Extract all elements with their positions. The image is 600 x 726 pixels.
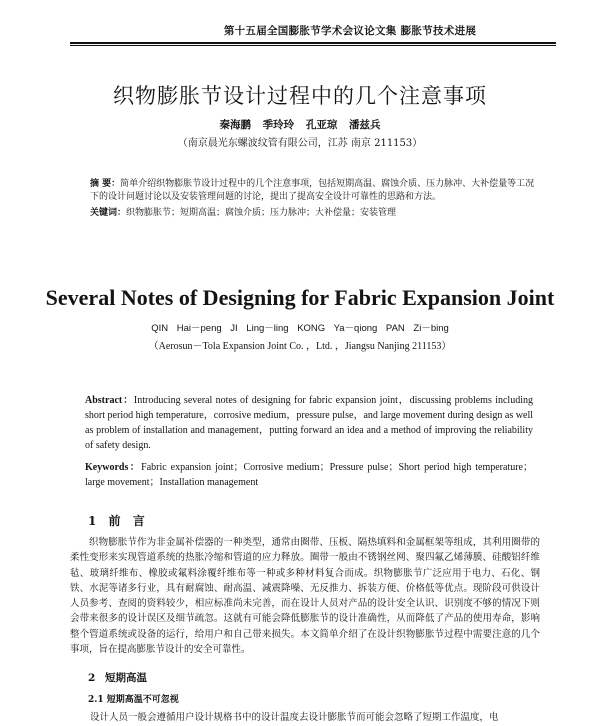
header-rule-thin — [70, 45, 556, 46]
english-keywords — [85, 460, 533, 490]
english-abstract — [85, 393, 533, 453]
section-2-heading: 2 短期高温 — [88, 672, 147, 684]
chinese-affiliation: （南京晨光东螺波纹管有限公司，江苏 南京 211153） — [177, 138, 423, 149]
chinese-authors: 秦海鹏 季玲玲 孔亚琼 潘兹兵 — [219, 119, 381, 131]
english-keywords-label: Keywords： — [85, 462, 142, 473]
running-head: 第十五届全国膨胀节学术会议论文集 膨胀节技术进展 — [223, 25, 477, 37]
chinese-abstract-text: 简单介绍织物膨胀节设计过程中的几个注意事项，包括短期高温、腐蚀介质、压力脉冲、大补偿量等工况下的设计问题讨论以及安装管理问题的讨论，提出了提高安全设计可靠性的思路和方法。 — [90, 179, 535, 202]
header-rule — [70, 42, 556, 44]
english-authors: QIN Hai－peng JI Ling－ling KONG Ya－qiong PAN Zi－bing — [151, 323, 449, 334]
chinese-keywords-label: 关键词： — [90, 208, 127, 218]
english-affiliation: （Aerosun－Tola Expansion Joint Co. ，Ltd. ，Jiangsu Nanjing 211153） — [148, 341, 452, 352]
section-1-paragraph: 织物膨胀节作为非金属补偿器的一种类型，通常由圈带、压板、隔热填料和金属框架等组成，其利用圈带的柔性变形来实现管道系统的热胀冷缩和管道的应力释放。圈带一般由不锈钢丝网、聚四氟乙烯薄膜、硅酸铝纤维毡、玻璃纤维布、橡胶或氟料涂覆纤维布等一种或多种材料复合而成。织物膨胀节广泛应用于电力、石化、钢铁、水泥等诸多行业，具有耐腐蚀、耐高温、减震降噪、无反推力、拆装方便、价格低等优点。现阶段可供设计人员参考、查阅的资料较少，相应标准尚未完善，而在设计人员对产品的设计安全认识、识别度不够的情况下则会带来很多的设计误区及细节疏忽。这就有可能会降低膨胀节的设计准确性，从而降低了产品的使用寿命，影响整个管道系统或设备的运行，给用户和自己带来损失。本文简单介绍了在设计织物膨胀节过程中需要注意的几个事项，旨在提高膨胀节设计的安全可靠性。 — [70, 537, 540, 656]
chinese-keywords — [90, 207, 540, 220]
chinese-abstract-label: 摘 要： — [90, 179, 121, 189]
english-abstract-text: Introducing several notes of designing for fabric expansion joint，discussing problems including short period high temperature，corrosive medium，pressure pulse，and large movement during design as well as problem of installation and management，putting forward an idea and a method of improving the reliability of safety design. — [85, 395, 533, 451]
english-keywords-text: Fabric expansion joint；Corrosive medium；Pressure pulse；Short period high temperature；large movement；Installation management — [85, 462, 533, 488]
english-abstract-label: Abstract： — [85, 395, 134, 406]
chinese-title: 织物膨胀节设计过程中的几个注意事项 — [113, 84, 487, 108]
section-1-heading: 1 前 言 — [88, 514, 145, 528]
english-title: Several Notes of Designing for Fabric Expansion Joint — [45, 285, 555, 310]
section-2-first-line: 设计人员一般会遵循用户设计规格书中的设计温度去设计膨胀节而可能会忽略了短期工作温度，电 — [90, 712, 499, 723]
chinese-keywords-text: 织物膨胀节；短期高温；腐蚀介质；压力脉冲；大补偿量；安装管理 — [126, 208, 397, 218]
chinese-abstract — [90, 178, 540, 204]
subsection-2-1-heading: 2.1 短期高温不可忽视 — [88, 695, 179, 705]
